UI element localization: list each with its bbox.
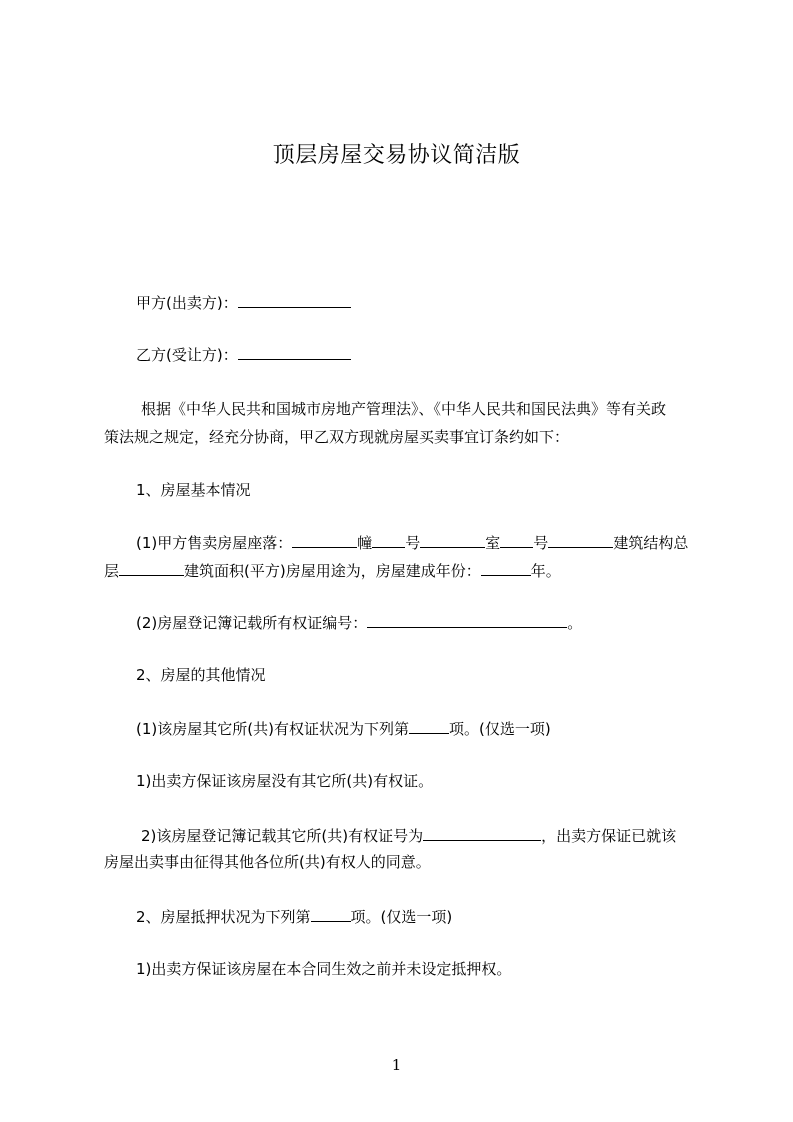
page-number: 1 <box>391 1056 402 1074</box>
preamble-line-2: 策法规之规定，经充分协商，甲乙双方现就房屋买卖事宜订条约如下： <box>104 428 570 446</box>
second-number-blank <box>500 532 533 548</box>
item-2-2-label: 2、房屋抵押状况为下列第 <box>136 908 311 926</box>
party-a-line <box>136 292 351 313</box>
floors-blank <box>119 560 184 576</box>
structure-text: 建筑结构总 <box>613 534 689 552</box>
item-2-2-suffix: 项。(仅选一项) <box>350 908 453 926</box>
party-b-blank <box>238 344 351 360</box>
item-2-2-line <box>136 906 452 927</box>
year-unit-text: 年。 <box>530 562 561 580</box>
structure-blank <box>548 532 613 548</box>
floor-text: 层 <box>104 562 120 580</box>
area-usage-text: 建筑面积(平方)房屋用途为，房屋建成年份： <box>184 562 481 580</box>
item-1-2-line <box>136 612 582 633</box>
party-b-label: 乙方(受让方)： <box>136 346 238 364</box>
certificate-label: (2)房屋登记簿记载所有权证编号： <box>136 614 368 632</box>
number-blank <box>372 532 405 548</box>
party-a-label: 甲方(出卖方)： <box>136 294 238 312</box>
certificate-end-text: 。 <box>567 614 583 632</box>
certificate-number-blank <box>367 612 567 628</box>
preamble-line-1: 根据《中华人民共和国城市房地产管理法》、《中华人民共和国民法典》等有关政 <box>141 400 667 418</box>
item-2-1-suffix: 项。(仅选一项) <box>448 720 551 738</box>
option-2-suffix: ，出卖方保证已就该 <box>541 827 677 845</box>
item-2-2-choice-blank <box>311 906 351 922</box>
document-title: 顶层房屋交易协议简洁版 <box>272 143 521 168</box>
item-1-1-label: (1)甲方售卖房屋座落： <box>136 534 293 552</box>
room-unit-text: 室 <box>485 534 501 552</box>
item-2-1-label: (1)该房屋其它所(共)有权证状况为下列第 <box>136 720 409 738</box>
building-blank <box>292 532 357 548</box>
item-2-1-option-1: 1)出卖方保证该房屋没有其它所(共)有权证。 <box>136 772 434 790</box>
room-blank <box>420 532 485 548</box>
second-number-unit-text: 号 <box>533 534 549 552</box>
item-1-1-line-2 <box>104 560 561 581</box>
item-2-2-option-1: 1)出卖方保证该房屋在本合同生效之前并未设定抵押权。 <box>136 960 512 978</box>
year-blank <box>481 560 531 576</box>
number-unit-text: 号 <box>405 534 421 552</box>
party-a-blank <box>238 292 351 308</box>
item-2-1-option-2-line-2: 房屋出卖事由征得其他各位所(共)有权人的同意。 <box>104 853 431 871</box>
section-1-heading: 1、房屋基本情况 <box>136 481 251 499</box>
building-unit-text: 幢 <box>357 534 373 552</box>
co-ownership-number-blank <box>423 825 541 841</box>
item-1-1-line-1 <box>136 532 688 553</box>
item-2-1-option-2-line-1 <box>141 825 676 846</box>
section-2-heading: 2、房屋的其他情况 <box>136 666 266 684</box>
party-b-line <box>136 344 351 365</box>
item-2-1-choice-blank <box>409 718 449 734</box>
item-2-1-line <box>136 718 551 739</box>
option-2-label: 2)该房屋登记簿记载其它所(共)有权证号为 <box>141 827 424 845</box>
